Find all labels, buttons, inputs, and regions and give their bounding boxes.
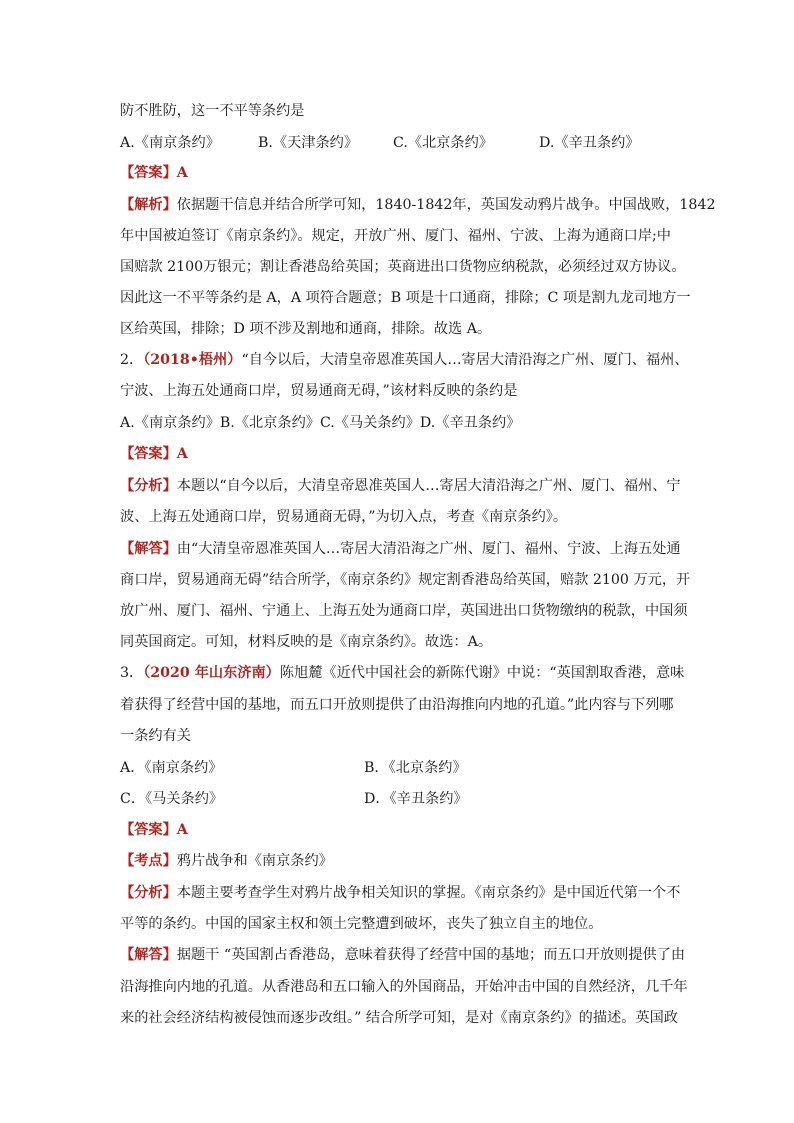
q1-stem-tail: 防不胜防，这一不平等条约是 bbox=[120, 103, 305, 119]
q1-analysis-line bbox=[120, 195, 716, 215]
q3-stem-text: 着获得了经营中国的基地，而五口开放则提供了由沿海推向内地的孔道。”此内容与下列哪 bbox=[120, 697, 674, 713]
answer-value: A bbox=[176, 165, 188, 181]
analysis-text: 依据题干信息并结合所学可知，1840-1842年，英国发动鸦片战争。中国战败，1842 bbox=[176, 197, 716, 213]
fenxi-tag: 【分析】 bbox=[120, 478, 177, 494]
q1-answer-line bbox=[120, 163, 188, 183]
q2-answer-line bbox=[120, 444, 188, 464]
question-source: （2020 年山东济南） bbox=[143, 665, 280, 681]
answer-value: A bbox=[176, 822, 188, 838]
q2-stem-text: 宁波、上海五处通商口岸，贸易通商无碍，”该材料反映的条约是 bbox=[120, 383, 518, 399]
question-source: （2018•梧州） bbox=[143, 352, 242, 368]
q3-kaodian-line bbox=[120, 851, 333, 871]
q3-answer-line bbox=[120, 820, 188, 840]
q3-jieda-line bbox=[120, 945, 685, 965]
question-number: 3． bbox=[120, 665, 144, 681]
q3-fenxi-text: 平等的条约。中国的国家主权和领土完整遭到破坏，丧失了独立自主的地位。 bbox=[120, 916, 603, 932]
q3-stem-line bbox=[120, 663, 684, 683]
answer-tag: 【答案】 bbox=[120, 822, 177, 838]
answer-tag: 【答案】 bbox=[120, 165, 177, 181]
q1-option-d: D.《辛丑条约》 bbox=[539, 135, 640, 151]
kaodian-text: 鸦片战争和《南京条约》 bbox=[176, 853, 333, 869]
analysis-tag: 【解析】 bbox=[120, 197, 177, 213]
answer-value: A bbox=[176, 446, 188, 462]
jieda-tag: 【解答】 bbox=[120, 947, 177, 963]
q3-option-d: D．《辛丑条约》 bbox=[364, 791, 468, 807]
q3-stem-text: 一条约有关 bbox=[120, 728, 191, 744]
question-number: 2． bbox=[120, 352, 144, 368]
answer-tag: 【答案】 bbox=[120, 446, 177, 462]
question-stem: 陈旭麓《近代中国社会的新陈代谢》中说：“英国割取香港，意味 bbox=[279, 665, 685, 681]
kaodian-tag: 【考点】 bbox=[120, 853, 177, 869]
q2-options: A.《南京条约》B.《北京条约》C.《马关条约》D.《辛丑条约》 bbox=[120, 415, 521, 431]
q3-jieda-text: 来的社会经济结构被侵蚀而逐步改组。” 结合所学可知，是对《南京条约》的描述。英国政 bbox=[120, 1010, 678, 1026]
question-stem: “自今以后，大清皇帝恩准英国人…寄居大清沿海之广州、厦门、福州、 bbox=[241, 352, 689, 368]
fenxi-text: 本题主要考查学生对鸦片战争相关知识的掌握。《南京条约》是中国近代第一个不 bbox=[176, 885, 681, 901]
q3-option-a: A．《南京条约》 bbox=[120, 760, 223, 776]
q1-analysis-text: 因此这一不平等条约是 A，A 项符合题意；B 项是十口通商，排除；C 项是割九龙司地方一 bbox=[120, 290, 691, 306]
q1-option-c: C.《北京条约》 bbox=[393, 135, 493, 151]
q2-jieda-text: 同英国商定。可知，材料反映的是《南京条约》。故选：A。 bbox=[120, 634, 493, 650]
q1-analysis-text: 区给英国，排除；D 项不涉及割地和通商，排除。故选 A。 bbox=[120, 321, 492, 337]
fenxi-tag: 【分析】 bbox=[120, 885, 177, 901]
q2-jieda-text: 放广州、厦门、福州、宁通上、上海五处为通商口岸，英国进出口货物缴纳的税款，中国须 bbox=[120, 603, 688, 619]
q1-option-b: B.《天津条约》 bbox=[258, 135, 359, 151]
q3-option-b: B．《北京条约》 bbox=[364, 760, 467, 776]
q2-jieda-text: 商口岸，贸易通商无碍”结合所学，《南京条约》规定割香港岛给英国，赔款 2100 万元，开 bbox=[120, 572, 691, 588]
jieda-tag: 【解答】 bbox=[120, 541, 177, 557]
q1-option-a: A.《南京条约》 bbox=[120, 135, 220, 151]
q2-fenxi-line bbox=[120, 476, 681, 496]
q3-jieda-text: 沿海推向内地的孔道。从香港岛和五口输入的外国商品，开始冲击中国的自然经济，几千年 bbox=[120, 979, 688, 995]
q2-fenxi-text: 波、上海五处通商口岸，贸易通商无碍，”为切入点，考查《南京条约》。 bbox=[120, 509, 568, 525]
q1-analysis-text: 年中国被迫签订《南京条约》。规定，开放广州、厦门、福州、宁波、上海为通商口岸;中 bbox=[120, 228, 671, 244]
fenxi-text: 本题以“自今以后，大清皇帝恩准英国人…寄居大清沿海之广州、厦门、福州、宁 bbox=[176, 478, 681, 494]
q2-stem-line bbox=[120, 350, 689, 370]
q1-analysis-text: 国赔款 2100万银元；割让香港岛给英国；英商进出口货物应纳税款，必须经过双方协议。 bbox=[120, 259, 686, 275]
q3-option-c: C．《马关条约》 bbox=[120, 791, 224, 807]
q2-jieda-line bbox=[120, 539, 681, 559]
q3-fenxi-line bbox=[120, 883, 680, 903]
jieda-text: 由“大清皇帝恩准英国人…寄居大清沿海之广州、厦门、福州、宁波、上海五处通 bbox=[176, 541, 681, 557]
jieda-text: 据题干 “英国割占香港岛，意味着获得了经营中国的基地；而五口开放则提供了由 bbox=[176, 947, 686, 963]
